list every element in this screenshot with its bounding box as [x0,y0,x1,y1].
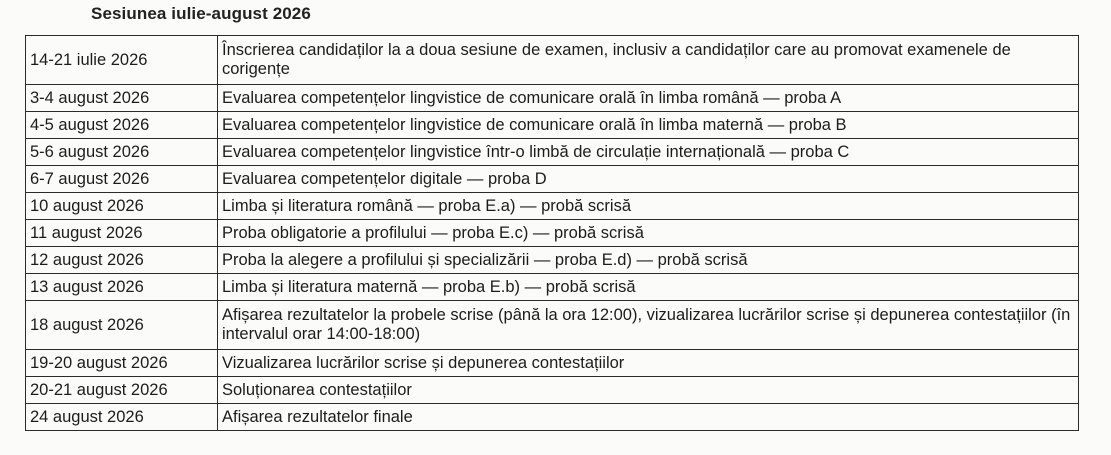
table-row [26,274,1079,301]
activity-cell: Evaluarea competențelor lingvistice într-o limbă de circulație internațională — proba C [218,139,1079,166]
activity-cell: Înscrierea candidaților la a doua sesiune de examen, inclusiv a candidaților care au promovat examenele de corigențe [218,36,1079,85]
table-row [26,166,1079,193]
table-row [26,36,1079,85]
table-row [26,139,1079,166]
activity-cell: Evaluarea competențelor digitale — proba D [218,166,1079,193]
activity-cell: Afișarea rezultatelor finale [218,404,1079,431]
date-cell: 4-5 august 2026 [26,112,218,139]
table-row [26,112,1079,139]
schedule-table [25,35,1079,431]
activity-cell: Evaluarea competențelor lingvistice de comunicare orală în limba română — proba A [218,85,1079,112]
date-cell: 19-20 august 2026 [26,350,218,377]
activity-cell: Proba la alegere a profilului și specializării — proba E.d) — probă scrisă [218,247,1079,274]
date-cell: 3-4 august 2026 [26,85,218,112]
activity-cell: Limba și literatura maternă — proba E.b) — probă scrisă [218,274,1079,301]
date-cell: 14-21 iulie 2026 [26,36,218,85]
date-cell: 20-21 august 2026 [26,377,218,404]
activity-cell: Afișarea rezultatelor la probele scrise (până la ora 12:00), vizualizarea lucrărilor scrise și depunerea contestațiilor (în intervalul orar 14:00-18:00) [218,301,1079,350]
date-cell: 24 august 2026 [26,404,218,431]
activity-cell: Evaluarea competențelor lingvistice de comunicare orală în limba maternă — proba B [218,112,1079,139]
activity-cell: Soluționarea contestațiilor [218,377,1079,404]
activity-cell: Limba și literatura română — proba E.a) — probă scrisă [218,193,1079,220]
activity-cell: Proba obligatorie a profilului — proba E.c) — probă scrisă [218,220,1079,247]
date-cell: 5-6 august 2026 [26,139,218,166]
date-cell: 13 august 2026 [26,274,218,301]
table-row [26,301,1079,350]
table-row [26,247,1079,274]
date-cell: 18 august 2026 [26,301,218,350]
table-row [26,377,1079,404]
date-cell: 12 august 2026 [26,247,218,274]
activity-cell: Vizualizarea lucrărilor scrise și depunerea contestațiilor [218,350,1079,377]
table-row [26,85,1079,112]
table-row [26,350,1079,377]
date-cell: 10 august 2026 [26,193,218,220]
page-title: Sesiunea iulie-august 2026 [91,4,311,23]
table-row [26,220,1079,247]
date-cell: 6-7 august 2026 [26,166,218,193]
table-row [26,404,1079,431]
table-row [26,193,1079,220]
date-cell: 11 august 2026 [26,220,218,247]
